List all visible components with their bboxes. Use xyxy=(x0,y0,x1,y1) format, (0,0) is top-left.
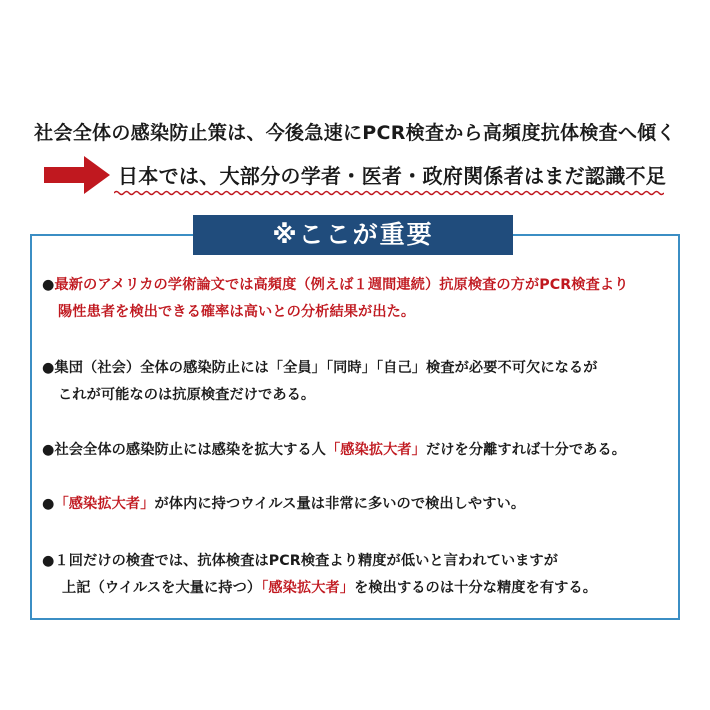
point-viral-load xyxy=(42,491,525,518)
wavy-underline xyxy=(114,190,664,196)
point-line: 最新のアメリカの学術論文では高頻度（例えば１週間連続）抗原検査の方がPCR検査より xyxy=(54,277,629,293)
point-line: 陽性患者を検出できる確率は高いとの分析結果が出た。 xyxy=(58,304,416,320)
headline: 社会全体の感染防止策は、今後急速にPCR検査から高頻度抗体検査へ傾く xyxy=(34,122,676,144)
bullet: ● xyxy=(42,496,55,512)
point-text: が体内に持つウイルス量は非常に多いので検出しやすい。 xyxy=(154,496,526,512)
point-isolation xyxy=(42,437,626,464)
highlight-term: 「感染拡大者」 xyxy=(261,580,355,596)
right-arrow-icon xyxy=(44,156,110,194)
bullet: ● xyxy=(42,553,55,569)
highlight-term: 「感染拡大者」 xyxy=(54,496,155,512)
point-text: を検出するのは十分な精度を有する。 xyxy=(354,580,597,596)
point-mass-testing xyxy=(42,355,598,409)
important-banner: ※ここが重要 xyxy=(193,215,513,255)
bullet: ● xyxy=(42,442,55,458)
point-research-finding xyxy=(42,272,628,326)
point-accuracy xyxy=(42,548,597,602)
point-text: 上記（ウイルスを大量に持つ） xyxy=(62,580,262,596)
point-line: これが可能なのは抗原検査だけである。 xyxy=(58,387,316,403)
point-line: １回だけの検査では、抗体検査はPCR検査より精度が低いと言われていますが xyxy=(54,553,559,569)
point-text: 社会全体の感染防止には感染を拡大する人 xyxy=(54,442,326,458)
subheadline: 日本では、大部分の学者・医者・政府関係者はまだ認識不足 xyxy=(118,164,667,188)
bullet: ● xyxy=(42,277,55,293)
bullet: ● xyxy=(42,360,55,376)
point-text: だけを分離すれば十分である。 xyxy=(425,442,626,458)
point-line: 集団（社会）全体の感染防止には「全員」「同時」「自己」検査が必要不可欠になるが xyxy=(54,360,598,376)
highlight-term: 「感染拡大者」 xyxy=(325,442,426,458)
